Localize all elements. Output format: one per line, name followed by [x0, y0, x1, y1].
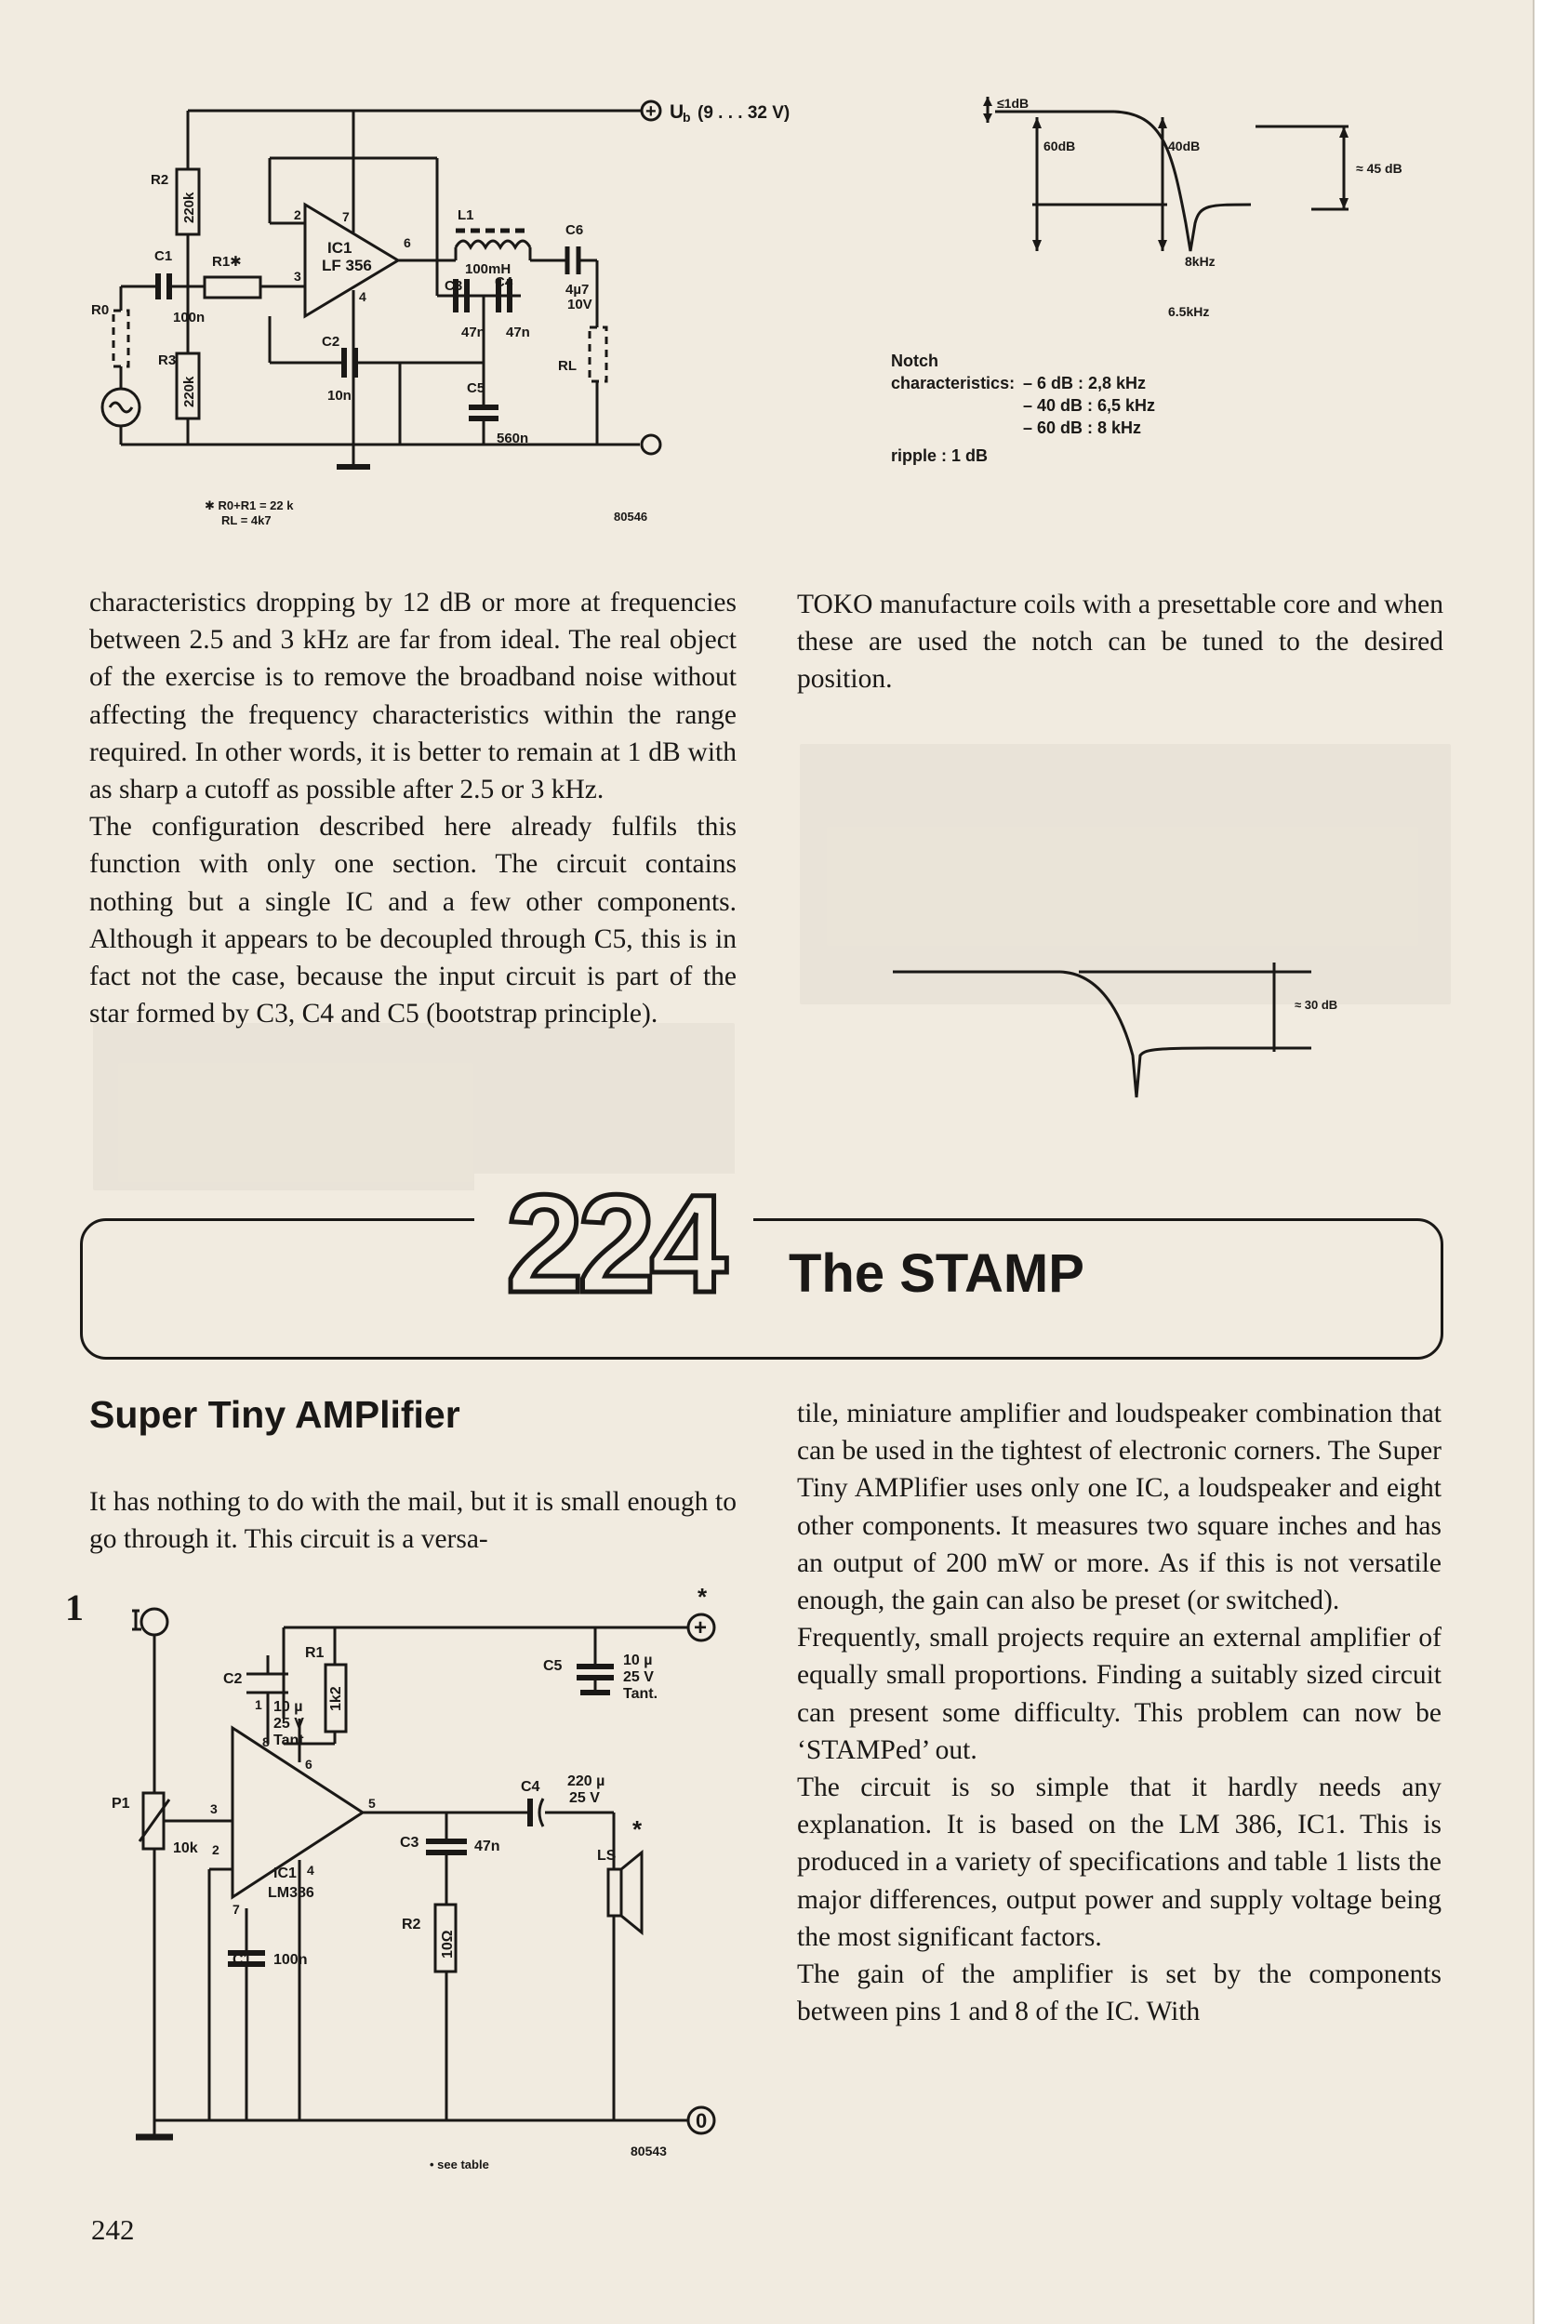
c5-label: C5 [543, 1658, 563, 1674]
section-number: 224 [474, 1174, 753, 1313]
section-banner [80, 1218, 1443, 1360]
notch-title: Notch [891, 352, 938, 370]
r1-value: 1k2 [328, 1686, 344, 1711]
footnote-1: ✱ R0+R1 = 22 k [205, 498, 294, 512]
svg-text:0: 0 [696, 2109, 708, 2132]
r3-value: 220k [181, 376, 197, 407]
figure-code: 80546 [614, 510, 648, 524]
c2-value: 10 µ [273, 1699, 303, 1715]
svg-text:+: + [694, 1615, 708, 1640]
paragraph: tile, miniature amplifier and loudspeaker combination that can be used in the tightest of electronic corners. The Super Tiny AMPlifier uses only one IC, a loudspeaker and eight other components. It measures two square inches and has an output of 200 mW or more. As if this is not versatile enough, the gain can also be preset (or switched). [797, 1399, 1442, 1616]
label-8khz: 8kHz [1185, 254, 1216, 269]
label-45db: ≈ 45 dB [1356, 161, 1402, 176]
page-number: 242 [91, 2213, 135, 2246]
article-right-column [797, 586, 1443, 698]
figure-number: 1 [65, 1587, 84, 1628]
paragraph: The circuit is so simple that it hardly needs any explanation. It is based on the LM 386, IC1. This is produced in a variety of specifications and table 1 lists the major differences, output power and supply voltage being the most significant factors. [797, 1773, 1442, 1952]
pin-4: 4 [307, 1863, 314, 1878]
paragraph: The gain of the amplifier is set by the components between pins 1 and 8 of the IC. With [797, 1959, 1442, 2027]
c4-value: 47n [506, 325, 530, 340]
pin-2: 2 [212, 1842, 219, 1857]
c2-value: 10n [327, 388, 352, 404]
paragraph: It has nothing to do with the mail, but it is small enough to go through it. This circuit is a versa- [89, 1487, 737, 1555]
c1-value: 100n [173, 310, 206, 325]
notch-response-diagram [884, 93, 1442, 465]
label-40db: 40dB [1168, 139, 1201, 153]
notch-filter-schematic [84, 84, 791, 549]
ic-name: IC1 [327, 239, 352, 257]
c5-type: Tant. [623, 1686, 658, 1702]
figure-code: 80543 [631, 2144, 667, 2158]
l1-value: 100mH [465, 261, 512, 277]
speaker-star: * [632, 1815, 643, 1843]
rl-label: RL [558, 358, 577, 374]
r2-value: 10Ω [440, 1930, 456, 1959]
c3-label: C3 [400, 1835, 419, 1851]
c1-value: 100n [273, 1952, 308, 1968]
label-60db: 60dB [1043, 139, 1076, 153]
ic-type: LM386 [268, 1885, 314, 1901]
c4-voltage: 25 V [569, 1790, 600, 1806]
r2-label: R2 [151, 172, 169, 188]
c2-voltage: 25 V [273, 1716, 304, 1732]
r1-label: R1✱ [212, 254, 242, 270]
c4-label: C4 [495, 274, 513, 290]
p1-value: 10k [173, 1840, 198, 1856]
pin-3: 3 [210, 1801, 218, 1816]
pin-6: 6 [305, 1757, 312, 1772]
stamp-intro-column [89, 1483, 737, 1558]
pin-4: 4 [359, 289, 366, 304]
c6-voltage: 10V [567, 297, 592, 312]
supply-range: (9 . . . 32 V) [698, 103, 791, 123]
c3-value: 47n [461, 325, 485, 340]
c6-value: 4µ7 [565, 282, 590, 298]
pin-2: 2 [294, 207, 301, 222]
ic-type: LF 356 [322, 257, 372, 274]
pin-8: 8 [262, 1734, 270, 1749]
stamp-right-column [797, 1395, 1442, 2030]
c2-label: C2 [223, 1671, 243, 1687]
label-1db: ≤1dB [997, 96, 1030, 111]
ic-name: IC1 [273, 1866, 297, 1881]
label-30db: ≈ 30 dB [1295, 998, 1338, 1012]
paragraph: characteristics dropping by 12 dB or more at frequencies between 2.5 and 3 kHz are far from ideal. The real object of the exercise is to remove the broadband noise without affecting the frequency characteristics within the range required. In other words, it is better to remain at 1 dB with as sharp a cutoff as possible after 2.5 or 3 kHz. [89, 588, 737, 805]
stamp-amplifier-schematic [56, 1562, 735, 2176]
c2-type: Tant. [273, 1733, 309, 1748]
pin-7: 7 [233, 1902, 240, 1917]
r2-value: 220k [181, 192, 197, 223]
paragraph: The configuration described here already fulfils this function with only one section. The circuit contains nothing but a single IC and a few other components. Although it appears to be decoupled through C5, this is in fact not the case, because the input circuit is part of the star formed by C3, C4 and C5 (bootstrap principle). [89, 812, 737, 1029]
see-table-note: • see table [430, 2158, 489, 2171]
pin-3: 3 [294, 269, 301, 284]
article-left-column [89, 584, 737, 1032]
supply-label: U [670, 101, 684, 123]
c5-value: 560n [497, 431, 529, 446]
c4-value: 220 µ [567, 1773, 605, 1789]
page-edge [1533, 0, 1568, 2324]
paragraph: TOKO manufacture coils with a presettable core and when these are used the notch can be tuned to the desired position. [797, 590, 1443, 695]
c2-label: C2 [322, 334, 340, 350]
supply-sub: b [683, 110, 691, 125]
footnote-2: RL = 4k7 [221, 513, 272, 527]
c3-label: C3 [445, 278, 463, 294]
notch-line-3: – 60 dB : 8 kHz [1023, 418, 1142, 437]
paragraph: Frequently, small projects require an external amplifier of equally small proportions. Finding a suitably sized circuit can present some difficulty. This problem can now be ‘STAMPed’ out. [797, 1623, 1442, 1765]
supply-star: * [698, 1583, 708, 1611]
ls-label: LS [597, 1848, 617, 1864]
p1-label: P1 [112, 1796, 130, 1812]
pin-5: 5 [368, 1796, 376, 1811]
l1-label: L1 [458, 207, 474, 223]
notch-prefix: characteristics: [891, 374, 1016, 392]
pin-1: 1 [255, 1697, 262, 1712]
pin-6: 6 [404, 235, 411, 250]
c5-voltage: 25 V [623, 1669, 654, 1685]
r1-label: R1 [305, 1645, 325, 1661]
r0-label: R0 [91, 302, 110, 318]
notch-line-1: – 6 dB : 2,8 kHz [1023, 374, 1147, 392]
section-title: The STAMP [789, 1243, 1084, 1304]
shallow-notch-diagram [893, 963, 1339, 1111]
svg-text:+: + [645, 101, 657, 122]
pin-7: 7 [342, 209, 350, 224]
c5-label: C5 [467, 380, 485, 396]
c1-label: C1 [154, 248, 173, 264]
section-subtitle: Super Tiny AMPlifier [89, 1393, 460, 1436]
r3-label: R3 [158, 352, 177, 368]
c5-value: 10 µ [623, 1653, 653, 1668]
c1-label: C1 [233, 1952, 252, 1968]
c6-label: C6 [565, 222, 584, 238]
r2-label: R2 [402, 1917, 421, 1932]
c4-label: C4 [521, 1779, 540, 1795]
notch-line-2: – 40 dB : 6,5 kHz [1023, 396, 1156, 415]
label-6-5khz: 6.5kHz [1168, 304, 1210, 319]
ripple-label: ripple : 1 dB [891, 446, 989, 465]
c3-value: 47n [474, 1839, 500, 1854]
